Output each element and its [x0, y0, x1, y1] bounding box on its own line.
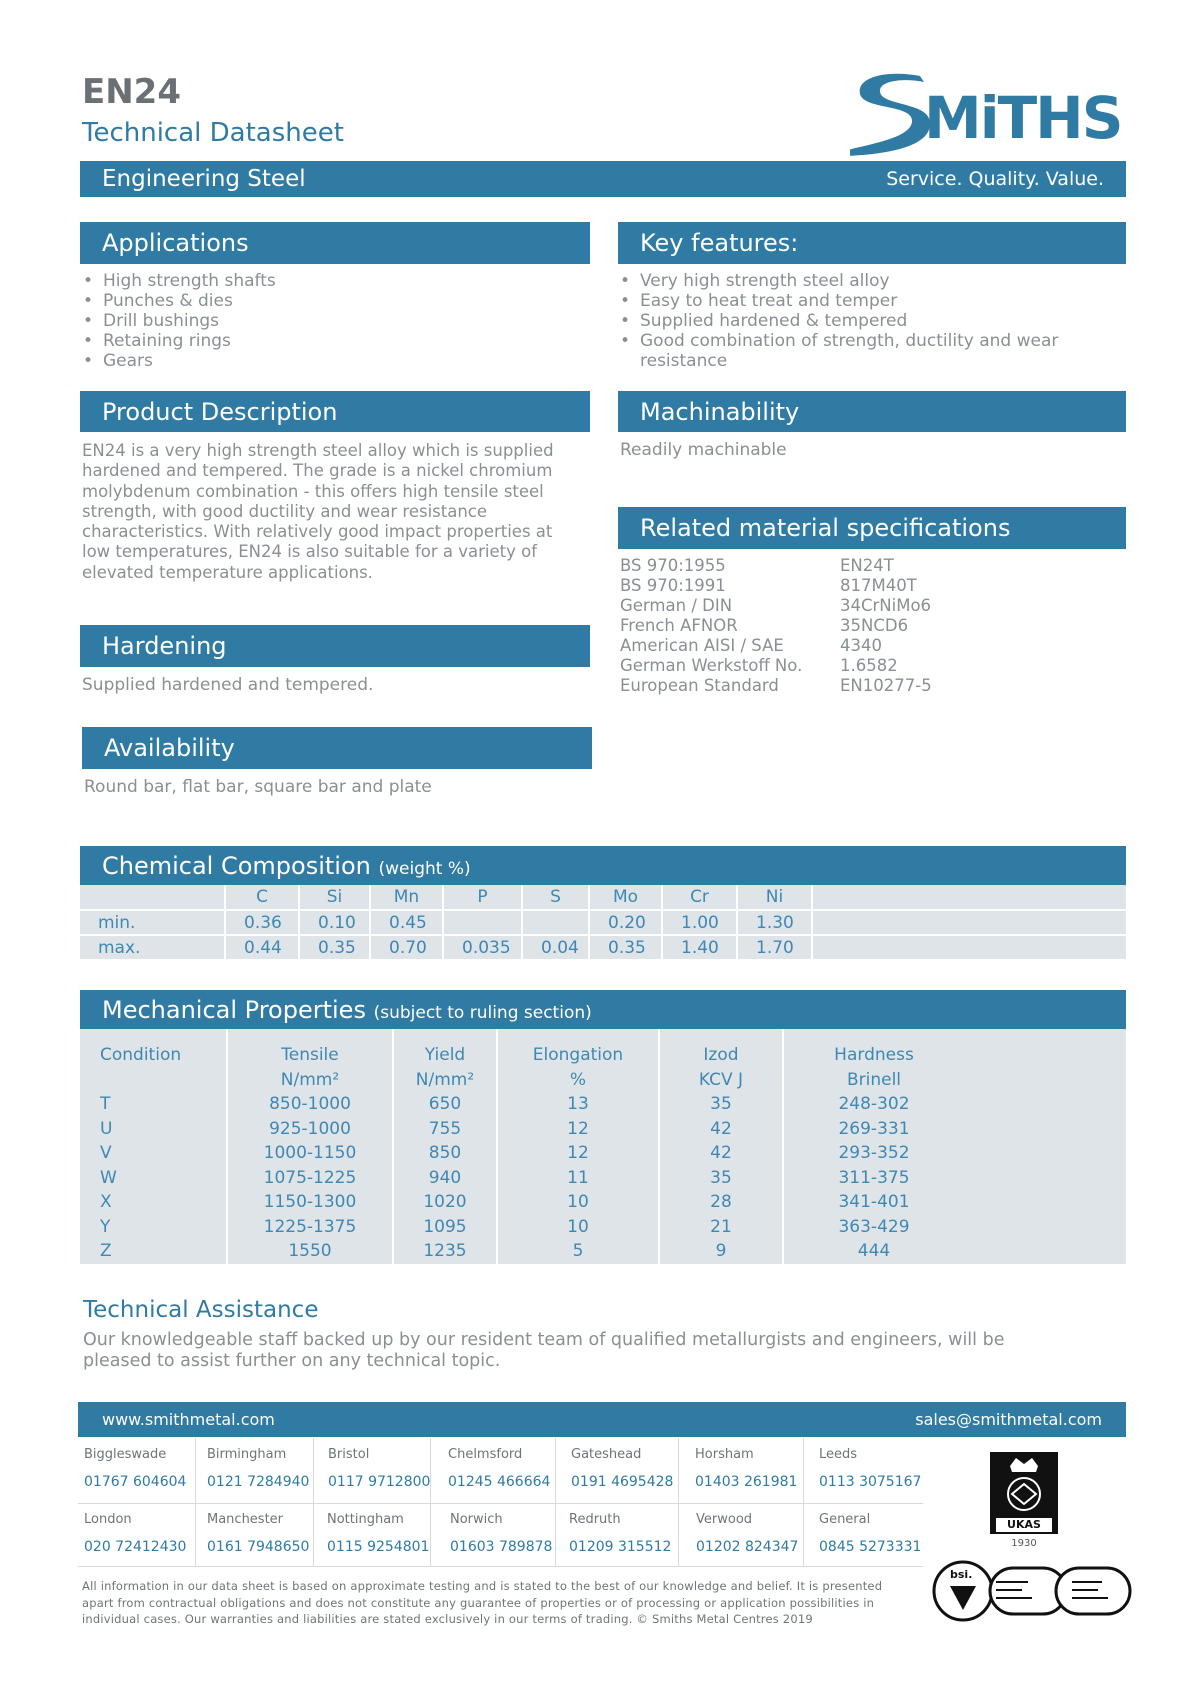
column-subheader: Brinell: [846, 1069, 902, 1090]
chemical-heading-title: Chemical Composition: [102, 851, 371, 880]
disclaimer-text: All information in our data sheet is based on approximate testing and is stated to the best of our knowledge and belief. It is presented apart from contractual obligations and does not constitute any guarantee of properties or of processing or application possibilities in individual cases. Our warranties and liabilities are stated exclusively in our terms of trading. © Smiths Metal Centres 2019: [82, 1579, 883, 1626]
table-cell: max.: [80, 935, 225, 960]
table-cell: 1095: [423, 1216, 467, 1237]
branch-name: General: [819, 1512, 871, 1527]
page-subtitle: Technical Datasheet: [82, 118, 344, 148]
chemical-table: [80, 885, 1126, 961]
mechanical-column-condition: [80, 1029, 228, 1264]
list-item: • Retaining rings: [80, 331, 580, 351]
applications-heading: Applications: [102, 229, 249, 257]
table-header-cell: Mo: [589, 885, 662, 910]
chemical-heading: [102, 852, 471, 880]
key-features-heading-bar: [618, 222, 1126, 264]
table-cell: 248-302: [838, 1094, 910, 1114]
column-subheader: KCV J: [698, 1069, 744, 1090]
table-filler-cell: [812, 885, 1126, 910]
branch-horsham: [695, 1447, 819, 1512]
hardening-heading: Hardening: [102, 632, 227, 660]
key-features-heading: Key features:: [640, 229, 799, 257]
branch-phone[interactable]: 0113 3075167: [819, 1474, 922, 1490]
spec-standard: German Werkstoff No.: [620, 656, 803, 675]
branch-phone[interactable]: 0121 7284940: [207, 1474, 310, 1490]
branch-leeds: [819, 1447, 943, 1512]
column-header: Tensile: [281, 1045, 339, 1065]
mechanical-column-hardness: [784, 1029, 964, 1264]
table-cell: 12: [567, 1118, 589, 1139]
table-header-cell: P: [443, 885, 522, 910]
mechanical-heading-bar: [80, 990, 1126, 1029]
bsi-badge: [932, 1560, 1132, 1622]
table-header-cell: C: [225, 885, 299, 910]
table-cell: 42: [710, 1143, 732, 1163]
branch-name: Leeds: [819, 1447, 858, 1462]
mechanical-heading: [102, 996, 592, 1024]
list-item: • Drill bushings: [80, 311, 580, 331]
branch-phone[interactable]: 0845 5273331: [819, 1539, 922, 1555]
table-cell: 341-401: [838, 1192, 910, 1212]
list-item: • Supplied hardened & tempered: [617, 311, 1087, 331]
spec-value: EN10277-5: [840, 676, 932, 695]
list-item: • Very high strength steel alloy: [617, 271, 1087, 291]
branch-biggleswade: [84, 1447, 208, 1512]
table-cell: 363-429: [838, 1216, 910, 1237]
table-cell: 1.70: [737, 935, 812, 960]
branch-manchester: [207, 1512, 331, 1577]
table-cell: 1.00: [662, 910, 737, 935]
spec-row: [620, 656, 1100, 676]
table-header-cell: Ni: [737, 885, 812, 910]
table-cell: 1020: [423, 1192, 467, 1212]
table-cell: 0.10: [299, 910, 370, 935]
branch-name: London: [84, 1512, 132, 1527]
column-subheader: %: [569, 1069, 587, 1090]
product-description-heading: Product Description: [102, 397, 338, 426]
column-header: Yield: [424, 1045, 466, 1065]
column-subheader: N/mm²: [415, 1069, 475, 1090]
bsi-label: bsi.: [950, 1568, 973, 1581]
branch-chelmsford: [448, 1447, 572, 1512]
banner-left: Engineering Steel: [102, 166, 306, 192]
table-cell: 0.04: [522, 935, 589, 960]
machinability-heading-bar: [618, 391, 1126, 432]
branch-name: Nottingham: [327, 1512, 404, 1527]
table-cell: 1.30: [737, 910, 812, 935]
table-cell: 650: [428, 1094, 462, 1114]
hardening-heading-bar: [80, 625, 590, 667]
table-cell: 311-375: [838, 1167, 910, 1188]
branch-london: [84, 1512, 208, 1577]
branch-phone[interactable]: 0191 4695428: [571, 1474, 674, 1490]
related-specs-list: [620, 556, 1100, 696]
list-item: • Punches & dies: [80, 291, 580, 311]
key-features-list: [617, 271, 1087, 371]
spec-row: [620, 636, 1100, 656]
table-cell: T: [100, 1094, 111, 1114]
table-header-cell: Si: [299, 885, 370, 910]
table-filler-cell: [812, 910, 1126, 935]
table-cell: 42: [710, 1118, 732, 1139]
branch-name: Chelmsford: [448, 1447, 523, 1462]
table-cell: 1235: [423, 1241, 467, 1261]
branch-birmingham: [207, 1447, 331, 1512]
table-cell: 11: [567, 1167, 589, 1188]
chemical-heading-note: (weight %): [378, 858, 471, 879]
mechanical-column-tensile: [228, 1029, 394, 1264]
table-header-cell: Mn: [370, 885, 443, 910]
table-cell: 0.45: [370, 910, 443, 935]
branch-name: Redruth: [569, 1512, 621, 1527]
mechanical-heading-note: (subject to ruling section): [373, 1002, 592, 1023]
table-cell: 1075-1225: [263, 1167, 357, 1188]
table-cell: 850: [428, 1143, 462, 1163]
table-cell: 1150-1300: [263, 1192, 357, 1212]
table-cell: 12: [567, 1143, 589, 1163]
table-cell: 35: [710, 1094, 732, 1114]
spec-standard: BS 970:1991: [620, 576, 726, 595]
spec-standard: American AISI / SAE: [620, 636, 784, 655]
branch-phone[interactable]: 01403 261981: [695, 1474, 798, 1490]
table-header-cell: [80, 885, 225, 910]
list-item: • Gears: [80, 351, 580, 371]
product-description-text: EN24 is a very high strength steel alloy which is supplied hardened and tempered. The grade is a nickel chromium molybdenum combination - this offers high tensile steel strength, with good ductility and wear resistance characteristics. With relatively good impact properties at low temperatures, EN24 is also suitable for a variety of elevated temperature applications.: [82, 441, 554, 582]
table-cell: min.: [80, 910, 225, 935]
mechanical-column-elongation: [498, 1029, 660, 1264]
spec-row: [620, 576, 1100, 596]
table-cell: 28: [710, 1192, 732, 1212]
machinability-text: Readily machinable: [620, 440, 787, 460]
branch-phone[interactable]: 01245 466664: [448, 1474, 551, 1490]
branch-gateshead: [571, 1447, 695, 1512]
branch-general: [819, 1512, 943, 1577]
banner-bar: [80, 161, 1126, 197]
table-header-cell: S: [522, 885, 589, 910]
technical-assistance-text: Our knowledgeable staff backed up by our resident team of qualified metallurgists and engineers, will be pleased to assist further on any technical topic.: [83, 1330, 1005, 1371]
list-item: • Easy to heat treat and temper: [617, 291, 1087, 311]
branch-phone[interactable]: 0117 9712800: [328, 1474, 431, 1490]
column-header: Condition: [100, 1045, 182, 1065]
table-cell: V: [100, 1143, 112, 1163]
table-cell: 10: [567, 1192, 589, 1212]
table-cell: 21: [710, 1216, 732, 1237]
branch-phone[interactable]: 01209 315512: [569, 1539, 672, 1555]
table-cell: 0.44: [225, 935, 299, 960]
table-cell: 293-352: [838, 1143, 910, 1163]
branch-nottingham: [327, 1512, 451, 1577]
table-cell: 755: [428, 1118, 462, 1139]
email-link[interactable]: sales@smithmetal.com: [915, 1410, 1102, 1429]
mechanical-heading-title: Mechanical Properties: [102, 995, 366, 1024]
table-cell: 0.35: [299, 935, 370, 960]
applications-list: [80, 271, 580, 371]
product-description-heading-bar: [80, 391, 590, 432]
table-row: [80, 935, 1126, 960]
related-specs-heading: Related material specifications: [640, 514, 1011, 542]
smiths-logo-graphic: [850, 68, 1130, 158]
branch-name: Verwood: [696, 1512, 753, 1527]
branch-phone[interactable]: 0161 7948650: [207, 1539, 310, 1555]
availability-text: Round bar, flat bar, square bar and plate: [84, 777, 432, 797]
branch-phone[interactable]: 01767 604604: [84, 1474, 187, 1490]
mechanical-column-izod: [660, 1029, 784, 1264]
spec-row: [620, 596, 1100, 616]
table-header-row: [80, 885, 1126, 910]
chemical-heading-bar: [80, 846, 1126, 885]
table-cell: 1.40: [662, 935, 737, 960]
table-cell: Z: [100, 1241, 112, 1261]
table-cell: X: [100, 1192, 112, 1212]
spec-standard: BS 970:1955: [620, 556, 726, 575]
mechanical-table: [80, 1029, 1126, 1264]
spec-standard: German / DIN: [620, 596, 733, 615]
table-cell: 940: [428, 1167, 462, 1188]
spec-value: 1.6582: [840, 656, 898, 675]
footer-bar: [78, 1402, 1126, 1437]
branch-name: Horsham: [695, 1447, 754, 1462]
table-cell: 444: [857, 1241, 891, 1261]
table-cell: 0.35: [589, 935, 662, 960]
branch-phone[interactable]: 020 72412430: [84, 1539, 187, 1555]
table-cell: 9: [715, 1241, 727, 1261]
machinability-heading: Machinability: [640, 397, 800, 426]
spec-value: 4340: [840, 636, 882, 655]
table-cell: 1225-1375: [263, 1216, 357, 1237]
table-cell: 925-1000: [269, 1118, 351, 1139]
column-subheader: [100, 1068, 226, 1093]
column-header: Elongation: [532, 1045, 624, 1065]
table-cell: [443, 910, 522, 935]
ukas-number: 1930: [1011, 1538, 1037, 1549]
branch-verwood: [696, 1512, 820, 1577]
table-cell: W: [100, 1167, 117, 1188]
availability-heading: Availability: [104, 734, 235, 762]
column-header: Izod: [703, 1045, 739, 1065]
branch-redruth: [569, 1512, 693, 1577]
table-cell: 35: [710, 1167, 732, 1188]
smiths-logo: [850, 68, 1130, 158]
spec-standard: French AFNOR: [620, 616, 738, 635]
table-cell: 0.20: [589, 910, 662, 935]
table-cell: 0.035: [443, 935, 522, 960]
spec-value: 817M40T: [840, 576, 917, 595]
branch-name: Manchester: [207, 1512, 284, 1527]
branch-name: Biggleswade: [84, 1447, 167, 1462]
table-cell: 850-1000: [269, 1094, 351, 1114]
branch-name: Bristol: [328, 1447, 370, 1462]
banner-right: Service. Quality. Value.: [886, 168, 1104, 190]
branch-phone[interactable]: 0115 9254801: [327, 1539, 430, 1555]
branch-bristol: [328, 1447, 452, 1512]
column-subheader: N/mm²: [280, 1069, 340, 1090]
hardening-text: Supplied hardened and tempered.: [82, 675, 374, 695]
table-row: [80, 910, 1126, 935]
table-cell: Y: [100, 1216, 111, 1237]
branch-phone[interactable]: 01202 824347: [696, 1539, 799, 1555]
spec-standard: European Standard: [620, 676, 779, 695]
branch-phone[interactable]: 01603 789878: [450, 1539, 553, 1555]
spec-row: [620, 616, 1100, 636]
spec-value: 35NCD6: [840, 616, 909, 635]
table-filler-cell: [812, 935, 1126, 960]
ukas-badge: [990, 1452, 1058, 1552]
branch-name: Gateshead: [571, 1447, 642, 1462]
table-cell: 0.70: [370, 935, 443, 960]
table-cell: U: [100, 1118, 113, 1139]
ukas-label: UKAS: [1007, 1518, 1041, 1531]
technical-assistance-heading: Technical Assistance: [83, 1297, 319, 1323]
table-cell: 5: [572, 1241, 584, 1261]
table-cell: 269-331: [838, 1118, 910, 1139]
branch-name: Birmingham: [207, 1447, 287, 1462]
table-cell: 10: [567, 1216, 589, 1237]
list-item: • Good combination of strength, ductility and wear resistance: [617, 331, 1087, 371]
table-cell: 1550: [288, 1241, 332, 1261]
spec-value: EN24T: [840, 556, 894, 575]
website-link[interactable]: www.smithmetal.com: [102, 1410, 275, 1429]
applications-heading-bar: [80, 222, 590, 264]
column-header: Hardness: [834, 1045, 914, 1065]
table-cell: 1000-1150: [263, 1143, 357, 1163]
table-cell: 13: [567, 1094, 589, 1114]
availability-heading-bar: [82, 727, 592, 769]
branch-name: Norwich: [450, 1512, 503, 1527]
spec-row: [620, 556, 1100, 576]
table-header-cell: Cr: [662, 885, 737, 910]
table-cell: [522, 910, 589, 935]
related-specs-heading-bar: [618, 507, 1126, 549]
page-title: EN24: [82, 72, 181, 112]
spec-value: 34CrNiMo6: [840, 596, 932, 615]
table-cell: 0.36: [225, 910, 299, 935]
spec-row: [620, 676, 1100, 696]
svg-text:MiTHS: MiTHS: [924, 84, 1122, 152]
branch-norwich: [450, 1512, 574, 1577]
list-item: • High strength shafts: [80, 271, 580, 291]
mechanical-column-yield: [394, 1029, 498, 1264]
